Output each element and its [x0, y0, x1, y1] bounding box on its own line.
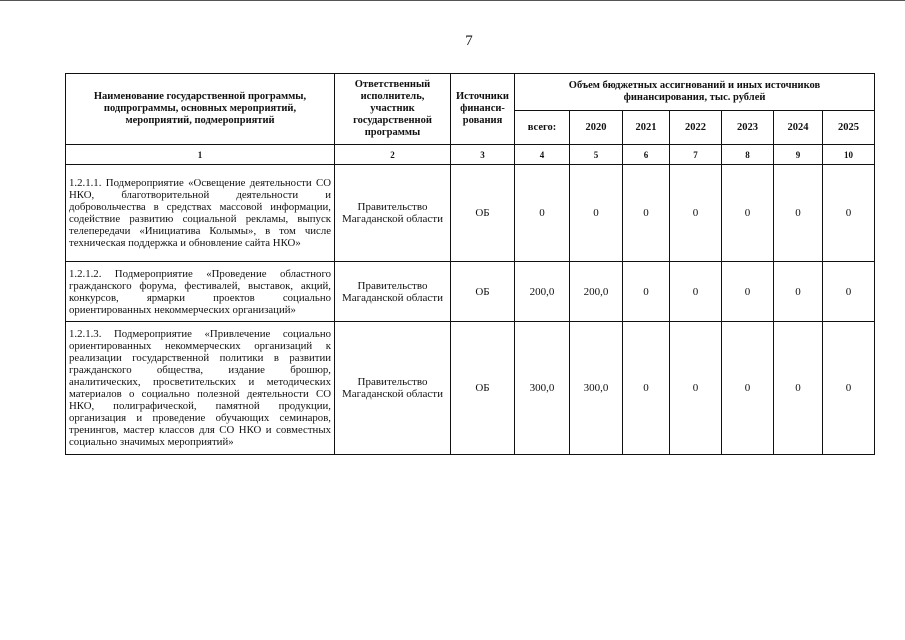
value-total: 0	[515, 165, 570, 262]
value-2023: 0	[722, 165, 774, 262]
column-number: 8	[722, 145, 774, 165]
executor: Правительство Магаданской области	[335, 165, 451, 262]
value-total: 300,0	[515, 322, 570, 455]
activity-name: 1.2.1.3. Подмероприятие «Привлечение социально ориентированных некоммерческих организаций к реализации государственной политики в развитии гражданского общества, издание брошюр, аналитических, просветительских и методических материалов о социально полезной деятельности СО НКО, полиграфической, памятной продукции, организация и проведение обучающих семинаров, тренингов, мастер классов для СО НКО и совместных социально значимых мероприятий»	[66, 322, 335, 455]
header-name: Наименование государственной программы, подпрограммы, основных мероприятий, мероприятий, подмероприятий	[66, 74, 335, 145]
activity-name: 1.2.1.2. Подмероприятие «Проведение областного гражданского форума, фестивалей, выставок, акций, конкурсов, ярмарки проектов социально ориентированных некоммерческих организаций»	[66, 262, 335, 322]
funding-source: ОБ	[451, 262, 515, 322]
header-executor: Ответственный исполнитель, участник государственной программы	[335, 74, 451, 145]
header-volume: Объем бюджетных ассигнований и иных источников финансирования, тыс. рублей	[515, 74, 875, 111]
value-2022: 0	[670, 262, 722, 322]
scan-edge-line	[0, 0, 905, 1]
table-row	[66, 165, 875, 262]
column-number: 4	[515, 145, 570, 165]
value-2024: 0	[774, 322, 823, 455]
column-number: 1	[66, 145, 335, 165]
value-2021: 0	[623, 262, 670, 322]
value-2022: 0	[670, 165, 722, 262]
header-year: 2020	[570, 111, 623, 145]
column-number: 7	[670, 145, 722, 165]
funding-source: ОБ	[451, 165, 515, 262]
value-2022: 0	[670, 322, 722, 455]
column-number: 10	[823, 145, 875, 165]
header-year: 2021	[623, 111, 670, 145]
executor: Правительство Магаданской области	[335, 262, 451, 322]
value-2020: 200,0	[570, 262, 623, 322]
header-year: 2023	[722, 111, 774, 145]
column-number: 2	[335, 145, 451, 165]
value-2024: 0	[774, 165, 823, 262]
value-2021: 0	[623, 322, 670, 455]
value-2020: 300,0	[570, 322, 623, 455]
executor: Правительство Магаданской области	[335, 322, 451, 455]
column-number: 9	[774, 145, 823, 165]
value-2023: 0	[722, 262, 774, 322]
value-2025: 0	[823, 165, 875, 262]
page-number: 7	[465, 33, 473, 49]
activity-name: 1.2.1.1. Подмероприятие «Освещение деятельности СО НКО, благотворительной деятельности и добровольчества в средствах массовой информации, содействие развитию социальной рекламы, выпуск телепередачи «Инициатива Колымы», в том числе техническая поддержка и обновление сайта НКО»	[66, 165, 335, 262]
budget-table	[65, 73, 875, 455]
header-source: Источники финанси-рования	[451, 74, 515, 145]
header-year: 2022	[670, 111, 722, 145]
header-year: 2025	[823, 111, 875, 145]
value-2023: 0	[722, 322, 774, 455]
header-year: 2024	[774, 111, 823, 145]
table-row	[66, 262, 875, 322]
value-total: 200,0	[515, 262, 570, 322]
value-2021: 0	[623, 165, 670, 262]
column-number: 3	[451, 145, 515, 165]
table-row	[66, 322, 875, 455]
value-2024: 0	[774, 262, 823, 322]
value-2020: 0	[570, 165, 623, 262]
column-number: 5	[570, 145, 623, 165]
column-numbering-row	[66, 145, 875, 165]
value-2025: 0	[823, 262, 875, 322]
value-2025: 0	[823, 322, 875, 455]
funding-source: ОБ	[451, 322, 515, 455]
column-number: 6	[623, 145, 670, 165]
header-year-total: всего:	[515, 111, 570, 145]
